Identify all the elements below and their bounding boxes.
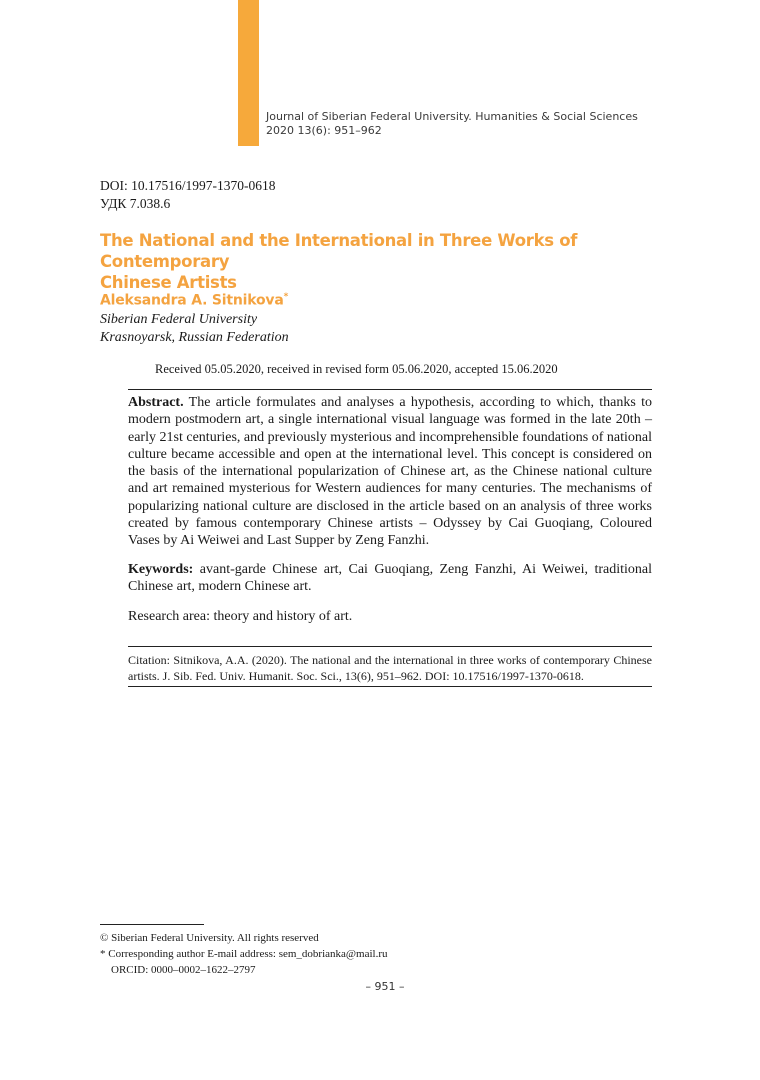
citation-top-rule <box>128 646 652 647</box>
abstract-top-rule <box>128 389 652 390</box>
journal-header <box>266 110 638 138</box>
footnote-rule <box>100 924 204 925</box>
citation-bottom-rule <box>128 686 652 687</box>
keywords-label: Keywords: <box>128 562 194 577</box>
abstract-text: The article formulates and analyses a hypothesis, according to which, thanks to modern postmodern art, a single international visual language was formed in the late 20th – early 21st centuries, and previously mysterious and incomprehensible foundations of national culture became accessible and open at the international level. This concept is considered on the basis of the international popularization of Chinese art, as the Chinese national culture and art remained mysterious for Western audiences for many centuries. The mechanisms of popularizing national culture are disclosed in the article based on an analysis of three works created by famous contemporary Chinese artists – Odyssey by Cai Guoqiang, Coloured Vases by Ai Weiwei and Last Supper by Zeng Fanzhi. <box>128 395 652 549</box>
page-number: – 951 – <box>365 980 405 993</box>
udk: УДК 7.038.6 <box>100 196 171 211</box>
received-dates: Received 05.05.2020, received in revised form 05.06.2020, accepted 15.06.2020 <box>155 362 558 376</box>
affiliation-university: Siberian Federal University <box>100 312 258 327</box>
journal-accent-bar <box>238 0 259 146</box>
author-footnote-mark: * <box>283 292 289 302</box>
citation: Citation: Sitnikova, A.A. (2020). The national and the international in three works of contemporary Chinese artists. J. Sib. Fed. Univ. Humanit. Soc. Sci., 13(6), 951–962. DOI: 10.17516/1997-1370-0618. <box>128 653 652 683</box>
title-line-1: The National and the International in Three Works of Contemporary <box>100 231 578 271</box>
doi: DOI: 10.17516/1997-1370-0618 <box>100 178 276 193</box>
orcid-note: ORCID: 0000–0002–1622–2797 <box>111 964 256 976</box>
copyright-note: © Siberian Federal University. All rights reserved <box>100 932 319 944</box>
affiliation <box>100 311 289 347</box>
author-text: Aleksandra A. Sitnikova <box>100 292 284 309</box>
abstract-label: Abstract. <box>128 395 184 410</box>
corresponding-author-note: * Corresponding author E-mail address: sem_dobrianka@mail.ru <box>100 948 388 960</box>
research-area: Research area: theory and history of art. <box>128 609 353 624</box>
article-title <box>100 230 700 293</box>
journal-name: Journal of Siberian Federal University. Humanities & Social Sciences <box>266 110 638 123</box>
keywords <box>128 561 652 596</box>
affiliation-location: Krasnoyarsk, Russian Federation <box>100 330 289 345</box>
identifiers <box>100 177 276 213</box>
abstract <box>128 394 652 550</box>
author-name <box>100 292 288 309</box>
journal-issue: 2020 13(6): 951–962 <box>266 124 382 137</box>
title-line-2: Chinese Artists <box>100 273 237 292</box>
footnotes <box>100 930 388 978</box>
keywords-text: avant-garde Chinese art, Cai Guoqiang, Zeng Fanzhi, Ai Weiwei, traditional Chinese art, modern Chinese art. <box>128 562 653 595</box>
